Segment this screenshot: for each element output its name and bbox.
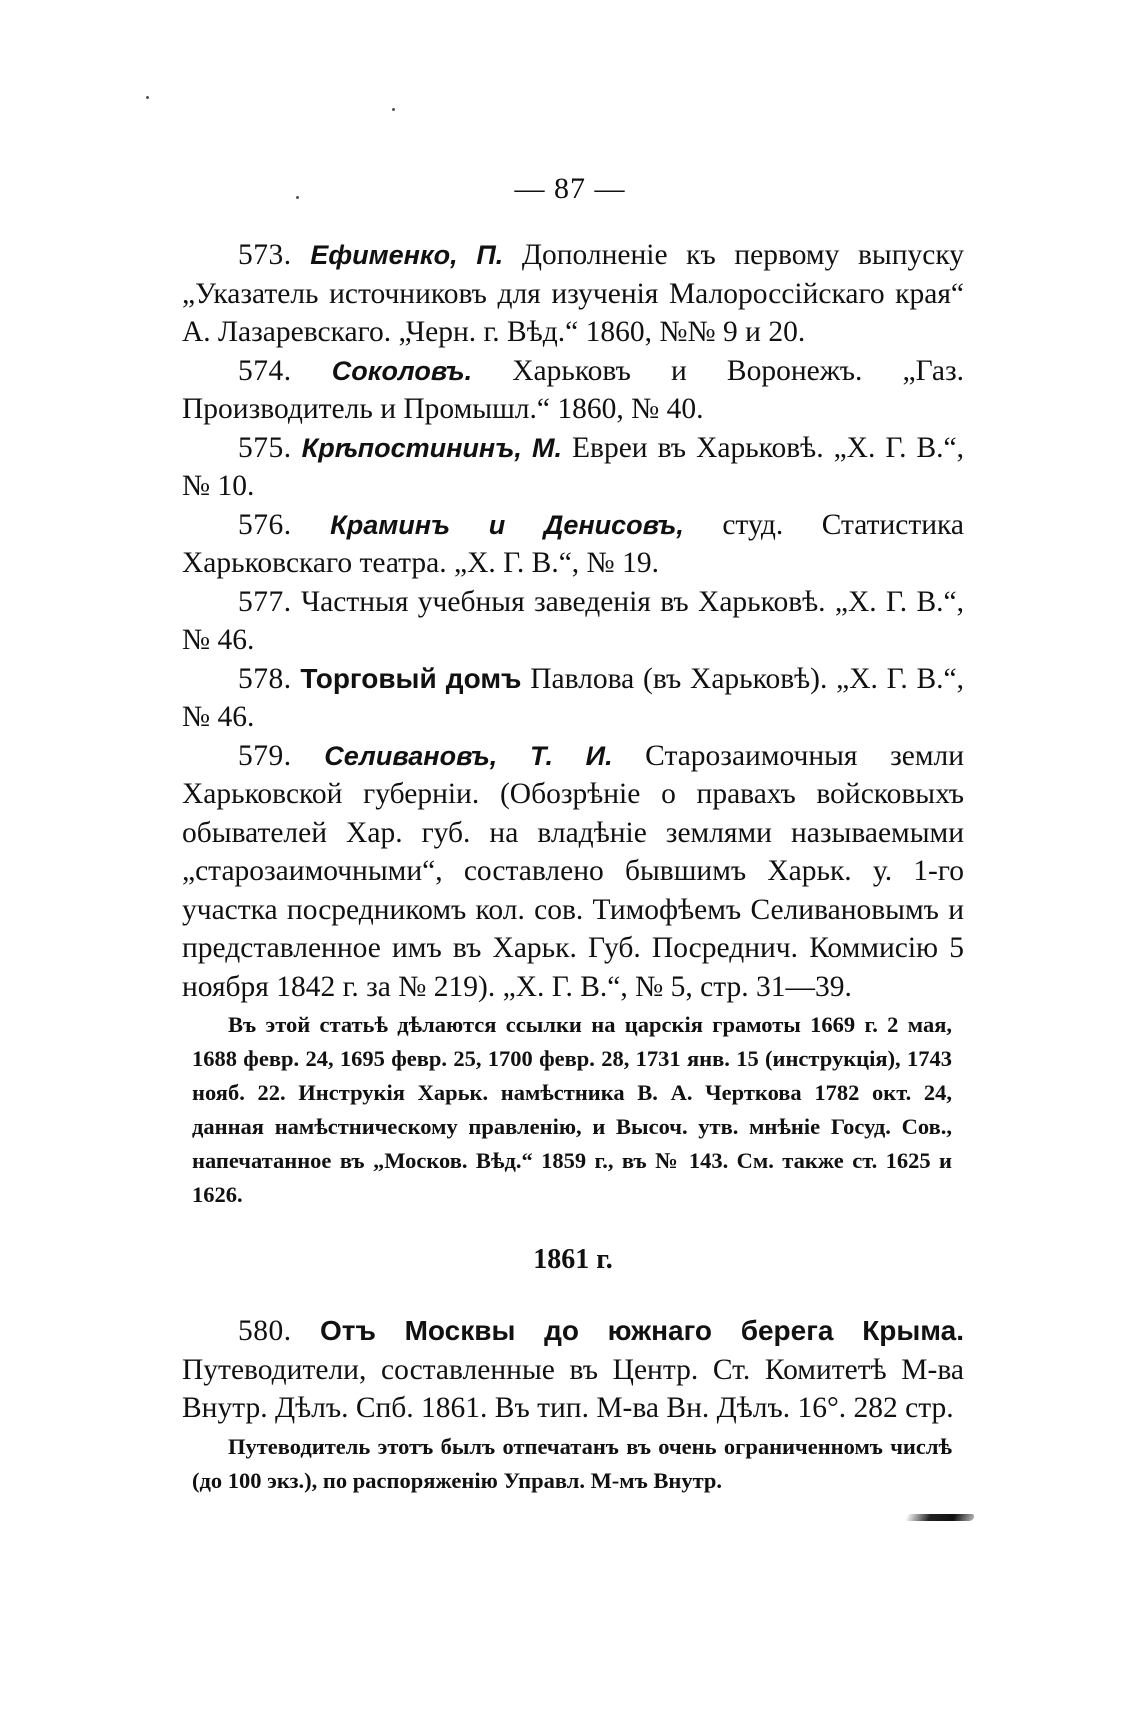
entry-number: 578.: [238, 662, 292, 695]
entry-number: 577.: [238, 585, 292, 618]
entry-578: [182, 660, 964, 737]
entry-title: Отъ Москвы до южнаго берега Крыма.: [319, 1315, 964, 1346]
entry-text: Старозаимочныя земли Харьковской губерніи. (Обозрѣніе о правахъ войсковыхъ обывателей Хар. губ. на владѣніе землями называемыми „старозаимочными“, составлено бывшимъ Харьк. у. 1-го участка посредникомъ кол. сов. Тимофѣемъ Селивановымъ и представленное имъ въ Харьк. Губ. Посреднич. Коммисію 5 ноября 1842 г. за № 219). „Х. Г. В.“, № 5, стр. 31—39.: [182, 739, 965, 1003]
page-number: — 87 —: [514, 172, 626, 205]
entry-text: Путеводители, составленные въ Центр. Ст. Комитетѣ М-ва Внутр. Дѣлъ. Спб. 1861. Въ тип. М-ва Вн. Дѣлъ. 16°. 282 стр.: [182, 1353, 964, 1424]
speck: [296, 196, 299, 199]
entry-text: Харьковъ и Воронежъ. „Газ. Производитель и Промышл.“ 1860, № 40.: [182, 354, 965, 425]
entry-577: [182, 583, 964, 660]
ink-smudge: [905, 1514, 976, 1521]
entry-575: [182, 429, 964, 506]
entry-title: Торговый домъ: [300, 662, 522, 694]
entry-574: [182, 352, 964, 429]
entry-author: Селивановъ, Т. И.: [324, 740, 613, 771]
entry-573: [182, 236, 964, 352]
entry-number: 575.: [238, 431, 292, 464]
entry-number: 580.: [238, 1315, 292, 1347]
entry-author: Краминъ и Денисовъ,: [330, 509, 684, 540]
entry-number: 576.: [238, 508, 292, 541]
page-content: [182, 236, 964, 1498]
entry-number: 573.: [238, 239, 292, 271]
entry-text: Евреи въ Харьковѣ. „Х. Г. В.“, № 10.: [182, 431, 965, 502]
entry-number: 574.: [238, 354, 292, 387]
entry-author: Ефименко, П.: [310, 240, 504, 270]
entry-580: [182, 1312, 964, 1428]
speck: [146, 96, 149, 99]
entry-text: Дополненіе къ первому выпуску „Указатель источниковъ для изученія Малороссійскаго края“ А. Лазаревскаго. „Черн. г. Вѣд.“ 1860, №№ 9 и 20.: [182, 239, 964, 348]
entry-text: Частныя учебныя заведенія въ Харьковѣ. „Х. Г. В.“, № 46.: [182, 585, 964, 656]
entry-576: [182, 506, 964, 583]
speck: [392, 108, 395, 111]
entry-author: Соколовъ.: [331, 355, 473, 386]
entry-author: Крѣпостининъ, М.: [301, 432, 562, 463]
entry-579: [182, 737, 964, 1007]
entry-580-note: Путеводитель этотъ былъ отпечатанъ въ очень ограниченномъ числѣ (до 100 экз.), по распоряженію Управл. М-мъ Внутр.: [192, 1433, 952, 1493]
entry-number: 579.: [238, 739, 292, 772]
entry-text: студ. Статистика Харьковскаго театра. „Х. Г. В.“, № 19.: [182, 508, 965, 579]
year-heading: 1861 г.: [533, 1244, 613, 1275]
entry-text: Павлова (въ Харьковѣ). „Х. Г. В.“, № 46.: [182, 662, 964, 733]
entry-579-note: Въ этой статьѣ дѣлаются ссылки на царскія грамоты 1669 г. 2 мая, 1688 февр. 24, 1695 февр. 25, 1700 февр. 28, 1731 янв. 15 (инструкція), 1743 нояб. 22. Инструкія Харьк. намѣстника В. А. Черткова 1782 окт. 24, данная намѣстническому правленію, и Высоч. утв. мнѣніе Госуд. Сов., напечатанное въ „Москов. Вѣд.“ 1859 г., въ № 143. См. также ст. 1625 и 1626.: [192, 1012, 952, 1207]
